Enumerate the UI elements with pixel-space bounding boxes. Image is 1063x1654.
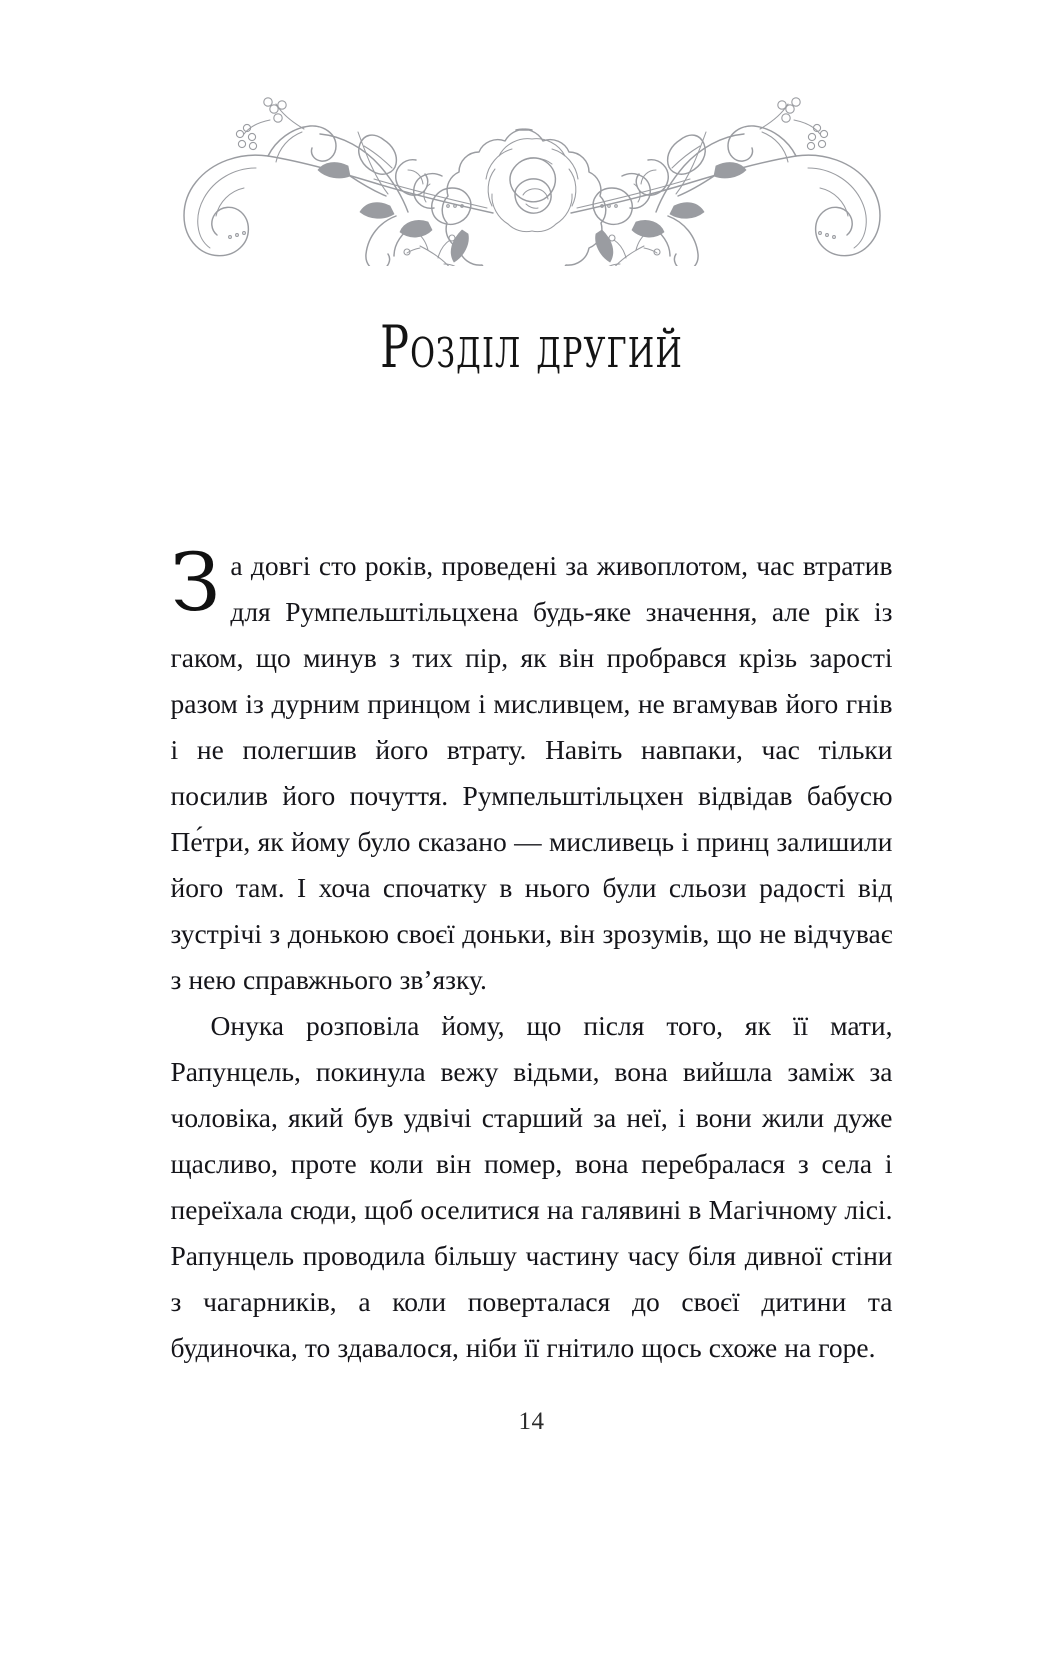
drop-cap: З bbox=[170, 535, 221, 629]
floral-rose-vine-ornament bbox=[184, 98, 880, 266]
chapter-ornament bbox=[152, 96, 912, 266]
berry-cluster-right bbox=[760, 98, 828, 150]
chapter-title: Розділ другий bbox=[380, 313, 683, 381]
body-text bbox=[170, 535, 893, 1371]
ornament-right-branch bbox=[571, 98, 880, 266]
paragraph-1-text: а довгі сто років, проведені за живоплотом, час втратив для Румпельштільцхена будь-яке значення, але рік із гаком, що минув з тих пір, як він пробрався крізь зарості разом із дурним принцом і мисливцем, не вгамував його гнів і не полегшив його втрату. Навіть навпаки, час тільки посилив його почуття. Румпельштільцхен відвідав бабусю Пе́три, як йому було сказано — мисливець і принц залишили його там. І хоча спочатку в нього були сльози радості від зустрічі з донькою своєї доньки, він зрозумів, що не відчуває з нею справжнього зв’язку. bbox=[170, 549, 893, 995]
page-number: 14 bbox=[518, 1408, 545, 1435]
paragraph-2 bbox=[171, 1003, 893, 1371]
ornament-left-branch bbox=[184, 98, 493, 266]
paragraph-2-text: Онука розповіла йому, що після того, як її мати, Рапунцель, покинула вежу відьми, вона вийшла заміж за чоловіка, який був удвічі старший за неї, і вони жили дуже щасливо, проте коли він помер, вона перебралася з села і переїхала сюди, щоб оселитися на галявині в Магічному лісі. Рапунцель проводила більшу частину часу біля дивної стіни з чагарників, а коли поверталася до своєї дитини та будиночка, то здавалося, ніби її гнітило щось схоже на горе. bbox=[170, 1009, 893, 1363]
paragraph-1 bbox=[170, 535, 893, 1003]
berry-cluster-left bbox=[236, 98, 304, 150]
